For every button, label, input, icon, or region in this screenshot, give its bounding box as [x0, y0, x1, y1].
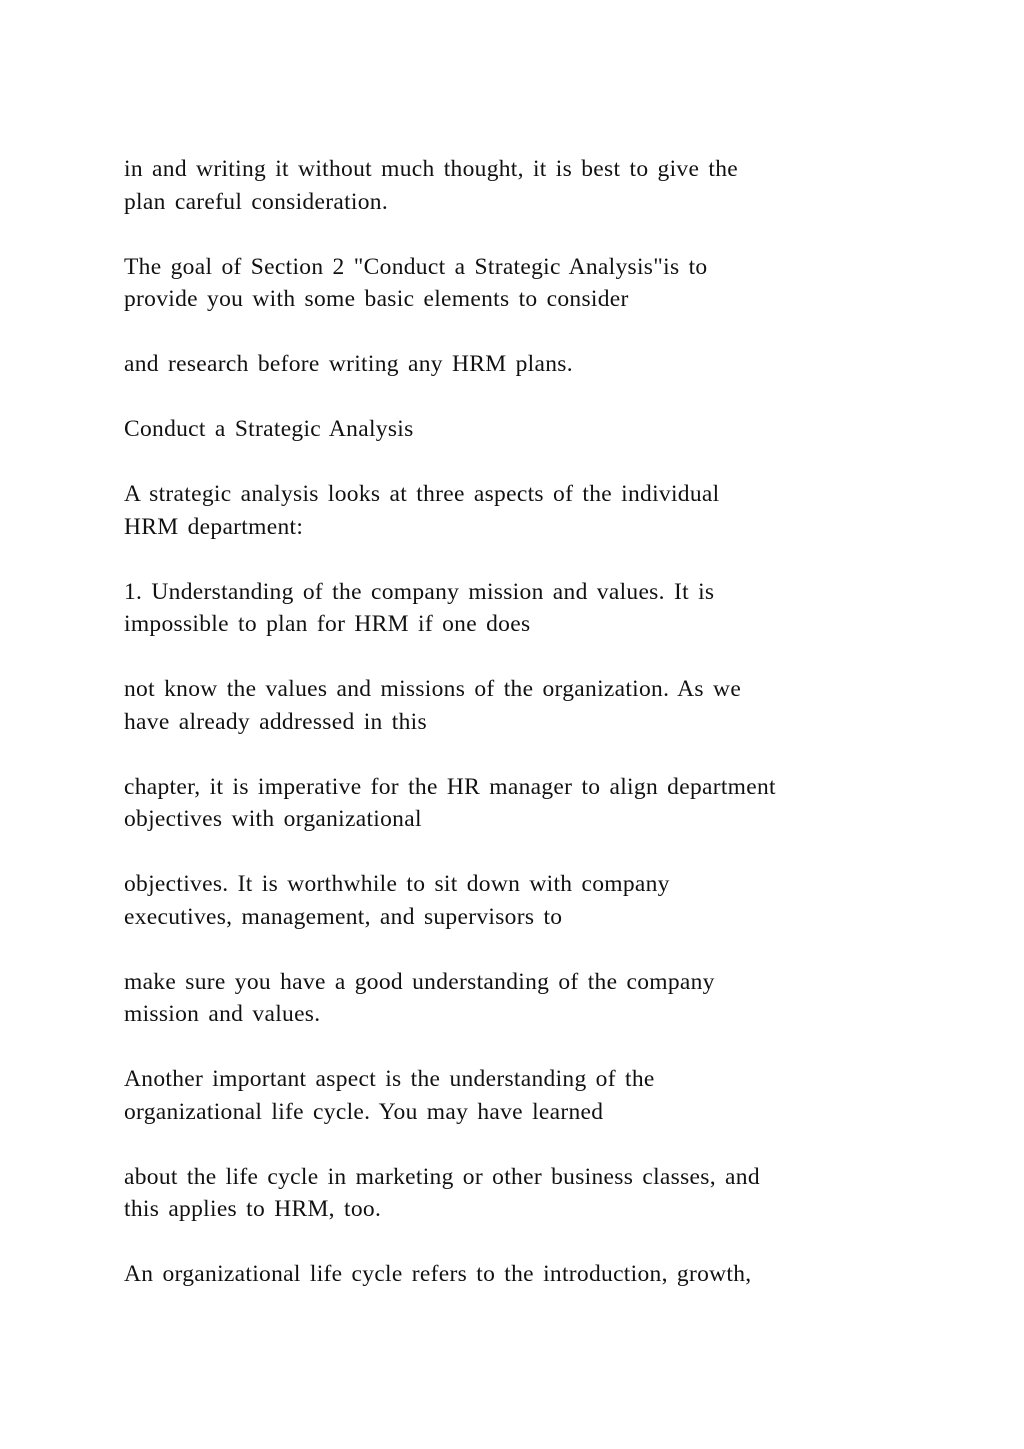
text-line: impossible to plan for HRM if one does — [124, 611, 531, 637]
text-line: in and writing it without much thought, it is best to give the — [124, 156, 738, 182]
paragraph — [124, 673, 924, 738]
document-body — [124, 153, 924, 1323]
paragraph — [124, 576, 924, 641]
text-line: not know the values and missions of the organization. As we — [124, 676, 742, 702]
paragraph — [124, 153, 924, 218]
paragraph — [124, 348, 924, 381]
paragraph — [124, 966, 924, 1031]
paragraph — [124, 1063, 924, 1128]
paragraph — [124, 771, 924, 836]
text-line: and research before writing any HRM plans. — [124, 351, 573, 377]
paragraph — [124, 1161, 924, 1226]
text-line: about the life cycle in marketing or other business classes, and — [124, 1163, 760, 1190]
text-line: this applies to HRM, too. — [124, 1196, 382, 1222]
text-line: plan careful consideration. — [124, 188, 389, 215]
section-heading — [124, 413, 924, 446]
paragraph — [124, 868, 924, 933]
paragraph — [124, 1258, 924, 1291]
text-line: A strategic analysis looks at three aspects of the individual — [124, 481, 720, 507]
text-line: 1. Understanding of the company mission and values. It is — [124, 578, 715, 605]
text-line: Conduct a Strategic Analysis — [124, 416, 414, 442]
paragraph — [124, 478, 924, 543]
text-line: mission and values. — [124, 1001, 321, 1027]
text-line: The goal of Section 2 "Conduct a Strategic Analysis"is to — [124, 253, 708, 280]
text-line: An organizational life cycle refers to the introduction, growth, — [124, 1261, 752, 1287]
text-line: objectives. It is worthwhile to sit down with company — [124, 871, 670, 897]
text-line: HRM department: — [124, 513, 304, 540]
text-line: chapter, it is imperative for the HR manager to align department — [124, 773, 776, 800]
text-line: objectives with organizational — [124, 806, 422, 832]
paragraph — [124, 251, 924, 316]
text-line: have already addressed in this — [124, 708, 427, 735]
text-line: provide you with some basic elements to consider — [124, 286, 629, 312]
text-line: make sure you have a good understanding of the company — [124, 968, 715, 995]
text-line: organizational life cycle. You may have learned — [124, 1098, 604, 1125]
text-line: Another important aspect is the understanding of the — [124, 1066, 655, 1092]
text-line: executives, management, and supervisors to — [124, 903, 563, 930]
